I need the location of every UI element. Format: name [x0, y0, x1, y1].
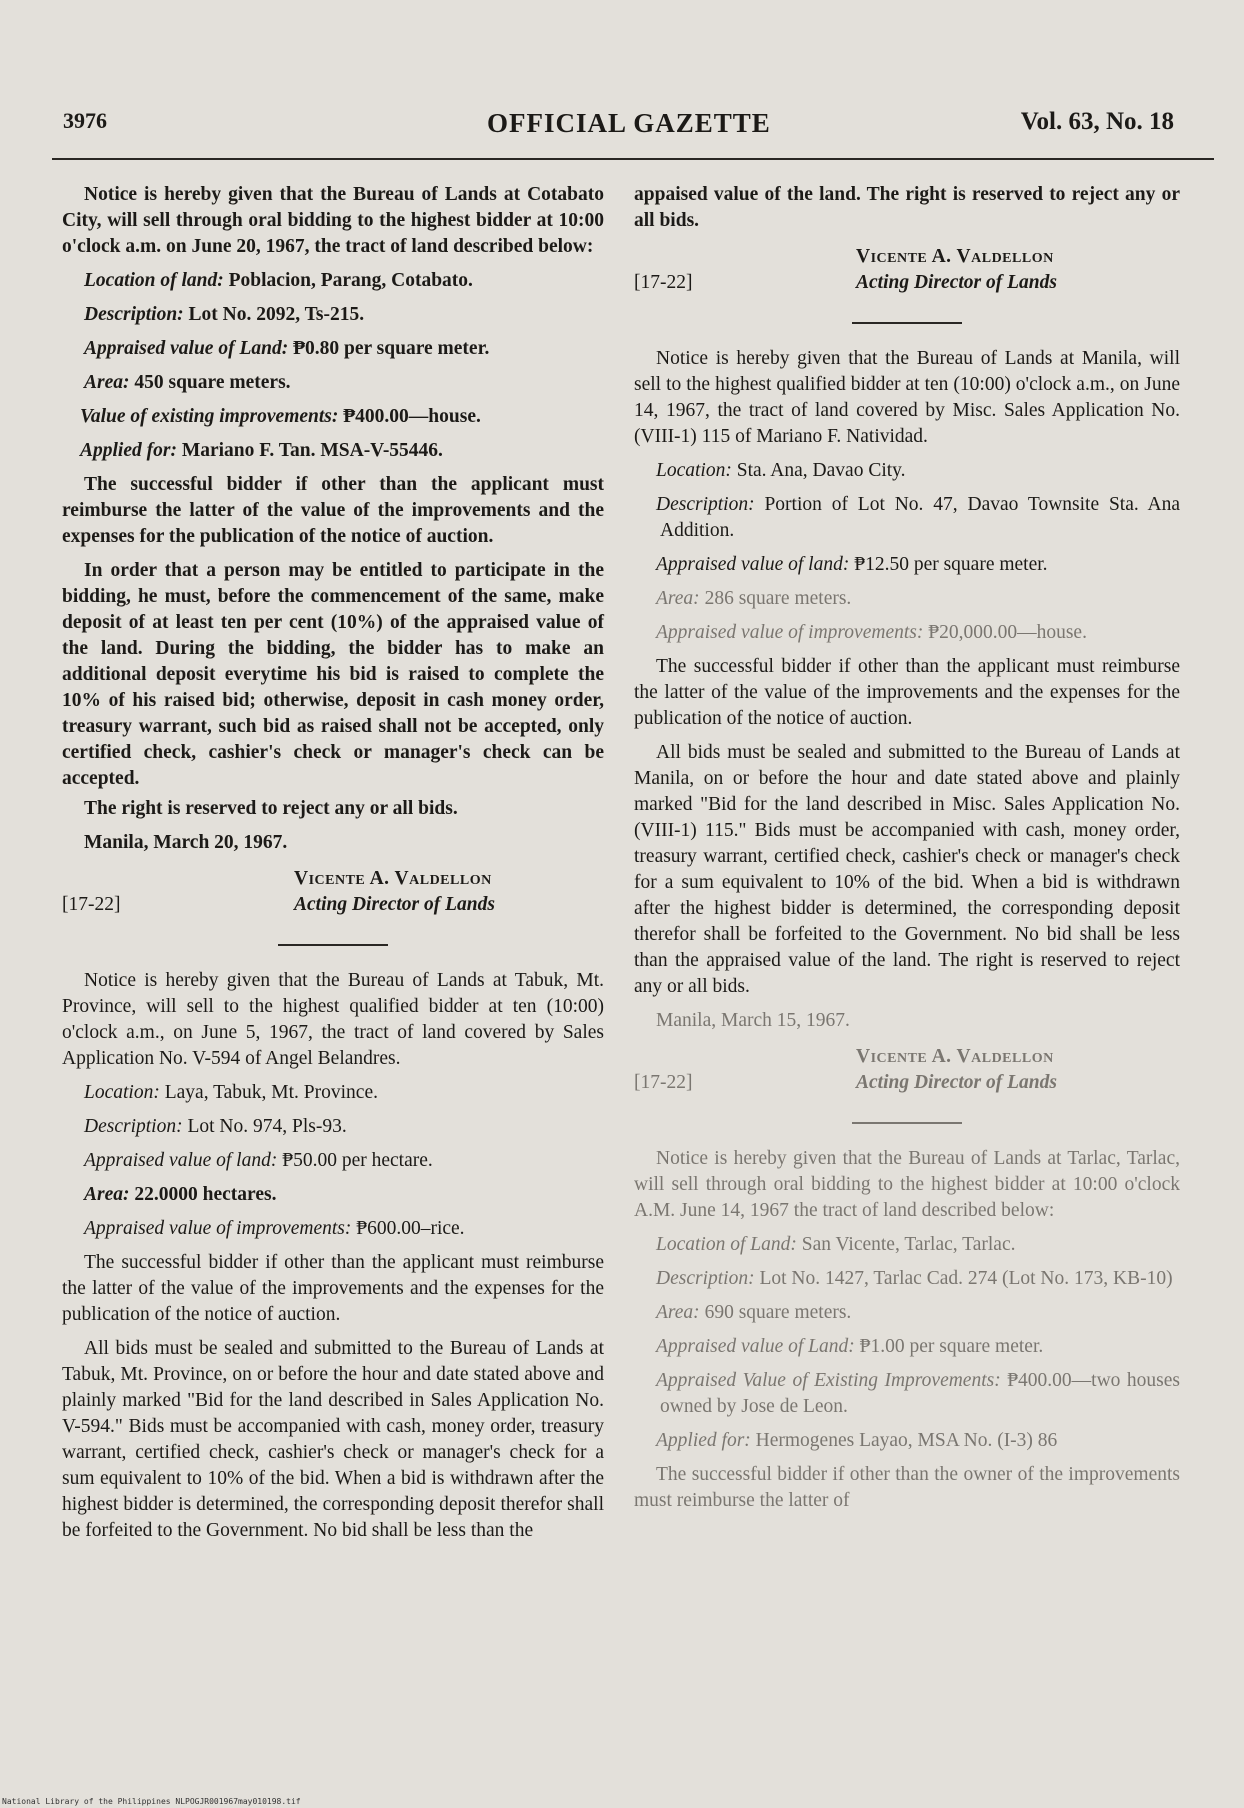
location-field: Location of Land: San Vicente, Tarlac, Tarlac.	[656, 1234, 1016, 1255]
signatory-title: Acting Director of Lands	[294, 894, 495, 915]
improvements-field: Appraised value of improvements: ₱600.00–rice.	[84, 1218, 465, 1239]
signature-block	[634, 244, 1180, 304]
signatory-name: Vicente A. Valdellon	[294, 868, 492, 889]
reference-number: [17-22]	[634, 272, 693, 293]
notice-paragraph: In order that a person may be entitled to participate in the bidding, he must, before the commencement of the same, make deposit of at least ten per cent (10%) of the appraised value of the land. During the bidding, the bidder has to make an additional deposit everytime his bid is raised to complete the 10% of his raised bid; otherwise, deposit in cash money order, treasury warrant, such bid as raised shall not be accepted, only certified check, cashier's check or manager's check can be accepted.	[62, 560, 604, 789]
notice-intro: Notice is hereby given that the Bureau of Lands at Tabuk, Mt. Province, will sell to the highest qualified bidder at ten (10:00) o'clock a.m., on June 5, 1967, the tract of land covered by Sales Application No. V-594 of Angel Belandres.	[62, 970, 604, 1069]
appraised-value-field: Appraised value of Land: ₱1.00 per square meter.	[656, 1336, 1044, 1357]
signatory-name: Vicente A. Valdellon	[856, 1046, 1054, 1067]
page-number: 3976	[63, 108, 107, 133]
notice-date: Manila, March 15, 1967.	[656, 1010, 850, 1031]
right-column	[634, 182, 1180, 1522]
left-column	[62, 182, 604, 1552]
notice-paragraph: The successful bidder if other than the applicant must reimburse the latter of the value of the improvements and the expenses for the publication of the notice of auction.	[62, 474, 604, 547]
area-field: Area: 286 square meters.	[656, 588, 852, 609]
notice-date: Manila, March 20, 1967.	[84, 832, 288, 853]
signature-block	[62, 866, 604, 926]
reference-number: [17-22]	[634, 1072, 693, 1093]
description-field: Description: Lot No. 974, Pls-93.	[84, 1116, 347, 1137]
appraised-value-field: Appraised value of land: ₱50.00 per hectare.	[84, 1150, 433, 1171]
location-field: Location: Sta. Ana, Davao City.	[656, 460, 906, 481]
signature-block	[634, 1044, 1180, 1104]
notice-paragraph: All bids must be sealed and submitted to the Bureau of Lands at Tabuk, Mt. Province, on or before the hour and date stated above and plainly marked "Bid for the land described in Sales Application No. V-594." Bids must be accompanied with cash, money order, treasury warrant, certified check, cashier's check or manager's check for a sum equivalent to 10% of the bid. When a bid is withdrawn after the highest bidder is determined, the corresponding deposit therefor shall be forfeited to the Government. No bid shall be less than the	[62, 1338, 604, 1541]
volume-label: Vol. 63, No. 18	[1020, 108, 1174, 135]
notice-intro: Notice is hereby given that the Bureau of Lands at Tarlac, Tarlac, will sell through oral bidding to the highest bidder at 10:00 o'clock A.M. June 14, 1967 the tract of land described below:	[634, 1148, 1180, 1221]
notice-intro: Notice is hereby given that the Bureau of Lands at Manila, will sell to the highest qualified bidder at ten (10:00) o'clock a.m., on June 14, 1967, the tract of land covered by Misc. Sales Application No. (VIII-1) 115 of Mariano F. Natividad.	[634, 348, 1180, 447]
area-field: Area: 690 square meters.	[656, 1302, 852, 1323]
reference-number: [17-22]	[62, 894, 121, 915]
notice-divider	[852, 1122, 962, 1124]
improvements-field: Appraised Value of Existing Improvements: ₱400.00—two houses owned by Jose de Leon.	[656, 1370, 1180, 1417]
improvements-field: Value of existing improvements: ₱400.00—house.	[80, 406, 481, 427]
appraised-value-field: Appraised value of land: ₱12.50 per square meter.	[656, 554, 1048, 575]
notice-paragraph: The successful bidder if other than the applicant must reimburse the latter of the value of the improvements and the expenses for the publication of the notice of auction.	[62, 1252, 604, 1325]
notice-divider	[278, 944, 388, 946]
notice-paragraph: The successful bidder if other than the owner of the improvements must reimburse the latter of	[634, 1464, 1180, 1511]
signatory-name: Vicente A. Valdellon	[856, 246, 1054, 267]
publication-title: OFFICIAL GAZETTE	[487, 108, 771, 138]
location-field: Location of land: Poblacion, Parang, Cotabato.	[84, 270, 473, 291]
notice-continuation: appaised value of the land. The right is reserved to reject any or all bids.	[634, 184, 1180, 231]
applied-for-field: Applied for: Hermogenes Layao, MSA No. (I-3) 86	[656, 1430, 1058, 1451]
signatory-title: Acting Director of Lands	[856, 1072, 1057, 1093]
appraised-value-field: Appraised value of Land: ₱0.80 per square meter.	[84, 338, 490, 359]
area-field: Area: 22.0000 hectares.	[84, 1184, 277, 1205]
description-field: Description: Lot No. 2092, Ts-215.	[84, 304, 365, 325]
notice-paragraph: All bids must be sealed and submitted to the Bureau of Lands at Manila, on or before the hour and date stated above and plainly marked "Bid for the land described in Misc. Sales Application No. (VIII-1) 115." Bids must be accompanied with cash, money order, treasury warrant, certified check, cashier's check or manager's check for a sum equivalent to 10% of the bid. When a bid is withdrawn after the highest bidder is determined, the corresponding deposit therefor shall be forfeited to the Government. No bid shall be less than the appraised value of the land. The right is reserved to reject any or all bids.	[634, 742, 1180, 997]
scan-footer: National Library of the Philippines NLPOGJR001967may010198.tif	[2, 1797, 301, 1806]
notice-paragraph: The right is reserved to reject any or all bids.	[84, 798, 458, 819]
notice-intro: Notice is hereby given that the Bureau of Lands at Cotabato City, will sell through oral bidding to the highest bidder at 10:00 o'clock a.m. on June 20, 1967, the tract of land described below:	[62, 184, 604, 257]
notice-paragraph: The successful bidder if other than the applicant must reimburse the latter of the value of the improvements and the expenses for the publication of the notice of auction.	[634, 656, 1180, 729]
applied-for-field: Applied for: Mariano F. Tan. MSA-V-55446.	[80, 440, 443, 461]
area-field: Area: 450 square meters.	[84, 372, 291, 393]
signatory-title: Acting Director of Lands	[856, 272, 1057, 293]
location-field: Location: Laya, Tabuk, Mt. Province.	[84, 1082, 378, 1103]
description-field: Description: Portion of Lot No. 47, Davao Townsite Sta. Ana Addition.	[656, 494, 1180, 541]
description-field: Description: Lot No. 1427, Tarlac Cad. 274 (Lot No. 173, KB-10)	[656, 1268, 1173, 1289]
improvements-field: Appraised value of improvements: ₱20,000.00—house.	[656, 622, 1087, 643]
notice-divider	[852, 322, 962, 324]
header-rule	[52, 158, 1214, 160]
